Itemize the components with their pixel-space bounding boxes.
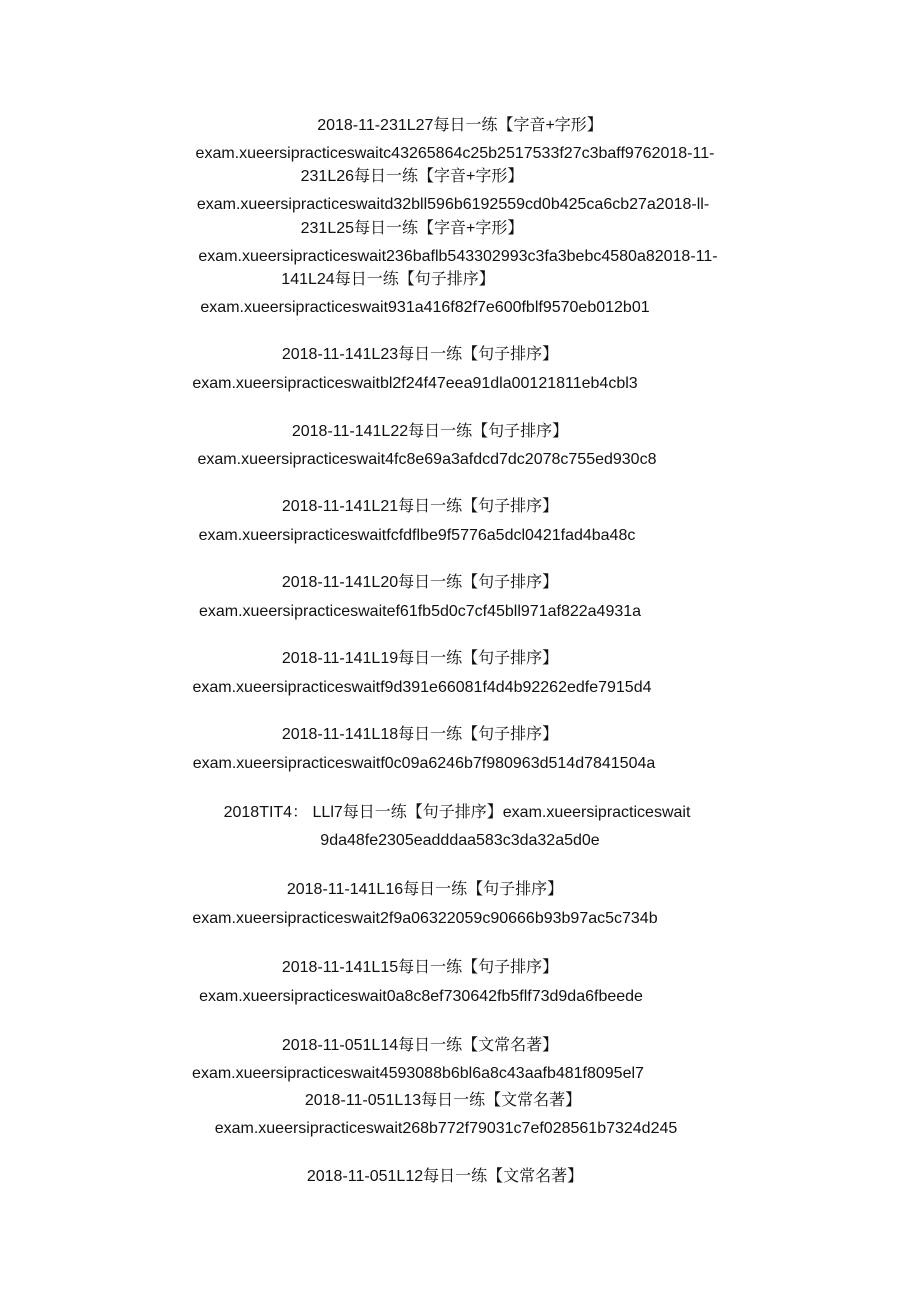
entry-title-l23: 2018-11-141L23每日一练【句子排序】	[281, 346, 559, 363]
entry-title-l13: 2018-11-051L13每日一练【文常名著】	[304, 1092, 582, 1109]
entry-url-l23: exam.xueersipracticeswaitbl2f24f47eea91dla00121811eb4cbl3	[192, 375, 638, 392]
entry-url-l22: exam.xueersipracticeswait4fc8e69a3afdcd7dc2078c755ed930c8	[197, 451, 657, 468]
entry-title-l22: 2018-11-141L22每日一练【句子排序】	[291, 423, 569, 440]
entry-title-l27: 2018-11-231L27每日一练【字音+字形】	[317, 117, 603, 134]
entry-title-l12: 2018-11-051L12每日一练【文常名著】	[306, 1168, 584, 1185]
entry-title-l25: 231L25每日一练【字音+字形】	[300, 220, 524, 237]
entry-url-l27: exam.xueersipracticeswaitc43265864c25b2517533f27c3baff9762018-11-	[195, 145, 715, 162]
entry-url-l14: exam.xueersipracticeswait4593088b6bl6a8c43aafb481f8095el7	[192, 1065, 644, 1082]
entry-url-l15: exam.xueersipracticeswait0a8c8ef730642fb5flf73d9da6fbeede	[199, 988, 643, 1005]
entry-url-l17: 9da48fe2305eadddaa583c3da32a5d0e	[320, 832, 600, 849]
entry-url-l19: exam.xueersipracticeswaitf9d391e66081f4d4b92262edfe7915d4	[192, 679, 652, 696]
entry-title-l15: 2018-11-141L15每日一练【句子排序】	[281, 959, 559, 976]
entry-title-l14: 2018-11-051L14每日一练【文常名著】	[281, 1037, 559, 1054]
entry-title-l16: 2018-11-141L16每日一练【句子排序】	[286, 881, 564, 898]
entry-url-l24: exam.xueersipracticeswait931a416f82f7e600fblf9570eb012b01	[200, 299, 650, 316]
entry-title-l24: 141L24每日一练【句子排序】	[281, 271, 495, 288]
entry-title-l21: 2018-11-141L21每日一练【句子排序】	[281, 498, 559, 515]
entry-url-l16: exam.xueersipracticeswait2f9a06322059c90666b93b97ac5c734b	[192, 910, 658, 927]
entry-url-l18: exam.xueersipracticeswaitf0c09a6246b7f980963d514d7841504a	[192, 755, 656, 772]
entry-url-l20: exam.xueersipracticeswaitef61fb5d0c7cf45bll971af822a4931a	[198, 603, 642, 620]
entry-title-l26: 231L26每日一练【字音+字形】	[300, 168, 524, 185]
entry-title-l19: 2018-11-141L19每日一练【句子排序】	[281, 650, 559, 667]
entry-url-l21: exam.xueersipracticeswaitfcfdflbe9f5776a5dcl0421fad4ba48c	[198, 527, 636, 544]
entry-title-l20: 2018-11-141L20每日一练【句子排序】	[281, 574, 559, 591]
entry-title-l17: 2018TIT4： LLl7每日一练【句子排序】exam.xueersipracticeswait	[223, 804, 691, 821]
entry-url-l26: exam.xueersipracticeswaitd32bll596b6192559cd0b425ca6cb27a2018-ll-	[196, 196, 710, 213]
entry-url-l25: exam.xueersipracticeswait236baflb543302993c3fa3bebc4580a82018-11-	[198, 248, 718, 265]
entry-title-l18: 2018-11-141L18每日一练【句子排序】	[281, 726, 559, 743]
entry-url-l13: exam.xueersipracticeswait268b772f79031c7ef028561b7324d245	[214, 1120, 678, 1137]
